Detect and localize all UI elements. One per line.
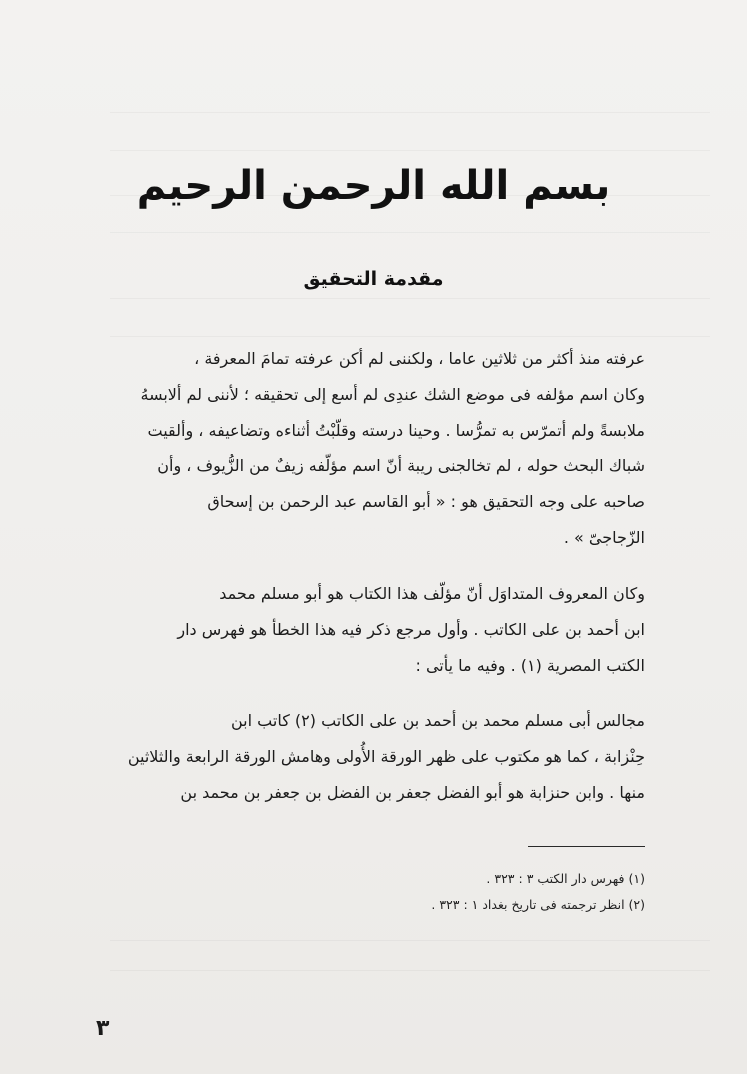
text-line: شباك البحث حوله ، لم تخالجنى ريبة أنّ اسم مؤلّفه زيفٌ من الزُّيوف ، وأن <box>157 456 645 476</box>
page-number: ٣ <box>96 1016 110 1041</box>
paragraph <box>97 703 645 810</box>
section-heading: مقدمة التحقيق <box>303 268 444 290</box>
show-through-mark <box>110 940 710 941</box>
show-through-mark <box>110 112 710 113</box>
show-through-mark <box>110 150 710 151</box>
paragraph <box>97 341 645 556</box>
footnote-separator <box>528 846 645 847</box>
text-line: الزّجاجىّ » . <box>563 527 645 547</box>
text-line: وكان اسم مؤلفه فى موضع الشك عندِى لم أسع إلى تحقيقه ؛ لأننى لم ألابسهُ <box>140 384 645 404</box>
show-through-mark <box>110 232 710 233</box>
text-line: عرفته منذ أكثر من ثلاثين عاما ، ولكننى لم أكن عرفته تمامَ المعرفة ، <box>194 349 645 368</box>
text-line: ملابسةً ولم أتمرّس به تمرُّسا . وحينا درسته وقلّبْتُ أثناءه وتضاعيفه ، وألقيت <box>147 420 645 440</box>
text-line: مجالس أبى مسلم محمد بن أحمد بن على الكاتب (٢) كاتب ابن <box>230 711 645 730</box>
text-line: حِنْزابة ، كما هو مكتوب على ظهر الورقة الأُولى وهامش الورقة الرابعة والثلاثين <box>127 746 645 766</box>
paragraph <box>97 576 645 683</box>
footnote: (١) فهرس دار الكتب ٣ : ٣٢٣ . <box>486 871 645 886</box>
basmala: بسم الله الرحمن الرحيم <box>136 163 611 209</box>
text-line: ابن أحمد بن على الكاتب . وأول مرجع ذكر فيه هذا الخطأ هو فهرس دار <box>177 619 645 639</box>
text-line: الكتب المصرية (١) . وفيه ما يأتى : <box>415 655 645 675</box>
show-through-mark <box>110 298 710 299</box>
text-line: منها . وابن حنزابة هو أبو الفضل جعفر بن الفضل بن جعفر بن محمد بن <box>180 782 645 802</box>
show-through-mark <box>110 970 710 971</box>
footnote: (٢) انظر ترجمته فى تاريخ بغداد ١ : ٣٢٣ . <box>431 897 645 912</box>
footnotes <box>300 866 645 918</box>
text-line: وكان المعروف المتداوَل أنّ مؤلّف هذا الكتاب هو أبو مسلم محمد <box>219 584 645 603</box>
text-line: صاحبه على وجه التحقيق هو : « أبو القاسم عبد الرحمن بن إسحاق <box>207 492 645 512</box>
show-through-mark <box>110 336 710 337</box>
